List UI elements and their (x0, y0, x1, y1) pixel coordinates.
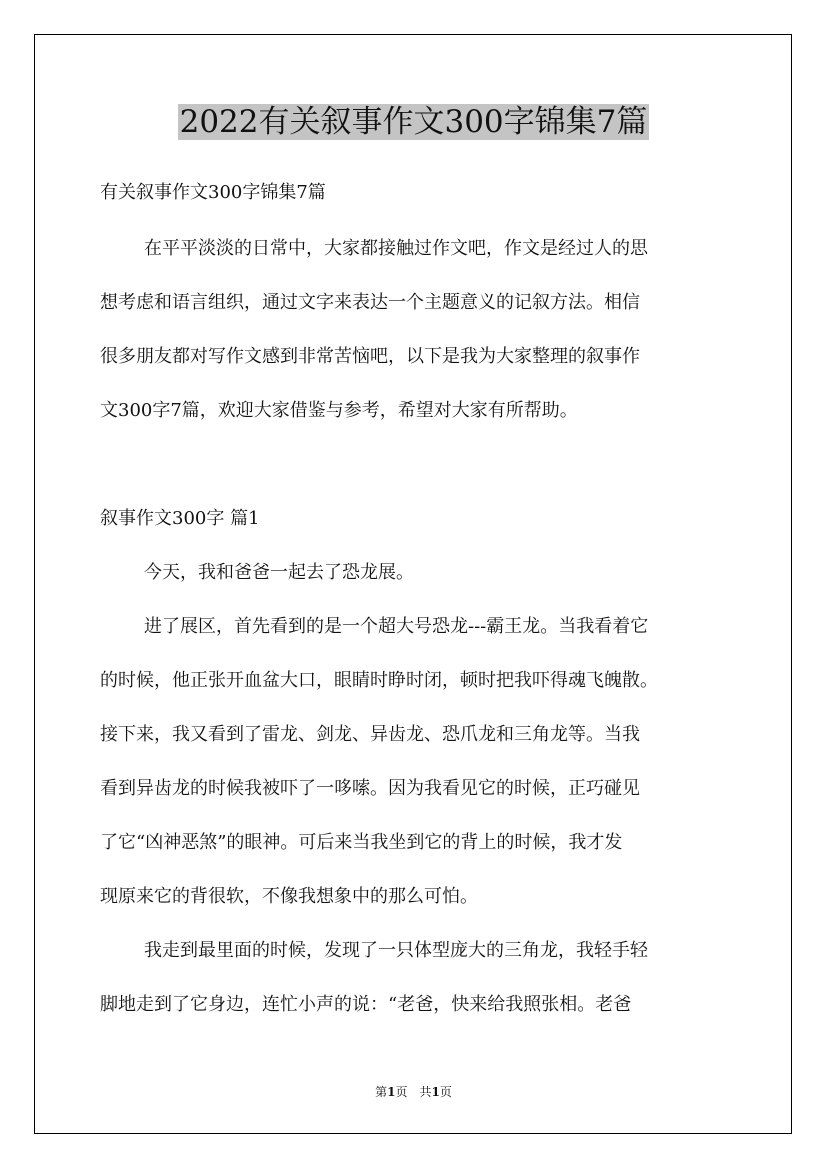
page-footer: 第1页 共1页 (375, 1085, 452, 1099)
intro-line: 很多朋友都对写作文感到非常苦恼吧，以下是我为大家整理的叙事作 (100, 346, 640, 367)
intro-line: 想考虑和语言组织，通过文字来表达一个主题意义的记叙方法。相信 (100, 292, 640, 313)
body-line: 的时候，他正张开血盆大口，眼睛时睁时闭，顿时把我吓得魂飞魄散。 (100, 670, 658, 691)
section-heading: 叙事作文300字 篇1 (100, 508, 260, 529)
body-line: 了它“凶神恶煞”的眼神。可后来当我坐到它的背上的时候，我才发 (100, 832, 623, 853)
body-line: 今天，我和爸爸一起去了恐龙展。 (144, 562, 414, 583)
body-line: 接下来，我又看到了雷龙、剑龙、异齿龙、恐爪龙和三角龙等。当我 (100, 724, 640, 745)
document-title: 2022有关叙事作文300字锦集7篇 (179, 104, 648, 140)
body-line: 我走到最里面的时候，发现了一只体型庞大的三角龙，我轻手轻 (144, 940, 648, 961)
body-line: 现原来它的背很软，不像我想象中的那么可怕。 (100, 886, 478, 907)
body-line: 进了展区，首先看到的是一个超大号恐龙---霸王龙。当我看着它 (144, 616, 649, 637)
intro-line: 文300字7篇，欢迎大家借鉴与参考，希望对大家有所帮助。 (100, 400, 578, 421)
intro-line: 在平平淡淡的日常中，大家都接触过作文吧，作文是经过人的思 (144, 238, 648, 259)
body-line: 脚地走到了它身边，连忙小声的说：“老爸，快来给我照张相。老爸 (100, 994, 632, 1015)
document-subtitle: 有关叙事作文300字锦集7篇 (100, 182, 326, 203)
body-line: 看到异齿龙的时候我被吓了一哆嗦。因为我看见它的时候，正巧碰见 (100, 778, 640, 799)
